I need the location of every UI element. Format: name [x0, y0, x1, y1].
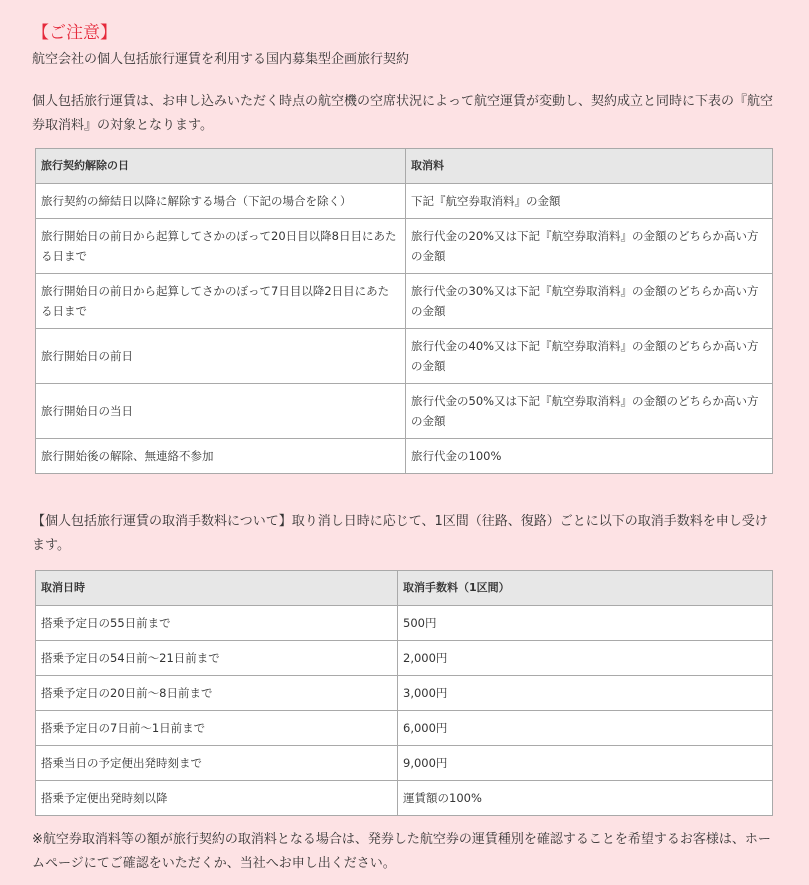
- cancel-fee-cell: 旅行代金の100%: [406, 439, 773, 474]
- fare-cancellation-fee-table: [35, 570, 773, 816]
- intro-paragraph: 個人包括旅行運賃は、お申し込みいただく時点の航空機の空席状況によって航空運賃が変動し、契約成立と同時に下表の『航空券取消料』の対象となります。: [32, 94, 774, 133]
- fee-amount-cell: 6,000円: [398, 711, 773, 746]
- table-header-row: [36, 149, 773, 184]
- cancel-fee-cell: 旅行代金の50%又は下記『航空券取消料』の金額のどちらか高い方の金額: [406, 384, 773, 439]
- table-row: [36, 641, 773, 676]
- table-row: [36, 711, 773, 746]
- notice-title: 【ご注意】: [32, 23, 117, 43]
- cancel-fee-cell: 旅行代金の40%又は下記『航空券取消料』の金額のどちらか高い方の金額: [406, 329, 773, 384]
- fee-amount-cell: 運賃額の100%: [398, 781, 773, 816]
- table-header-row: [36, 571, 773, 606]
- cancel-time-cell: 搭乗予定日の20日前～8日前まで: [36, 676, 398, 711]
- footnote: ※航空券取消料等の額が旅行契約の取消料となる場合は、発券した航空券の運賃種別を確認することを希望するお客様は、ホームページにてご確認をいただくか、当社へお申し出ください。: [32, 832, 771, 871]
- fee-amount-cell: 500円: [398, 606, 773, 641]
- fare-cancellation-intro: 【個人包括旅行運賃の取消手数料について】取り消し日時に応じて、1区間（往路、復路）ごとに以下の取消手数料を申し受けます。: [32, 514, 768, 553]
- cancel-fee-cell: 下記『航空券取消料』の金額: [406, 184, 773, 219]
- cancel-date-cell: 旅行契約の締結日以降に解除する場合（下記の場合を除く）: [36, 184, 406, 219]
- cancel-time-cell: 搭乗予定日の7日前～1日前まで: [36, 711, 398, 746]
- notice-subtitle: 航空会社の個人包括旅行運賃を利用する国内募集型企画旅行契約: [32, 52, 410, 67]
- table-row: [36, 274, 773, 329]
- column-header-cancel-fee: 取消料: [406, 149, 773, 184]
- table-row: [36, 606, 773, 641]
- cancel-date-cell: 旅行開始日の前日: [36, 329, 406, 384]
- cancel-date-cell: 旅行開始日の前日から起算してさかのぼって20日目以降8日目にあたる日まで: [36, 219, 406, 274]
- fee-amount-cell: 2,000円: [398, 641, 773, 676]
- table-row: [36, 329, 773, 384]
- table-row: [36, 184, 773, 219]
- fee-amount-cell: 3,000円: [398, 676, 773, 711]
- column-header-fee-per-segment: 取消手数料（1区間）: [398, 571, 773, 606]
- cancel-time-cell: 搭乗当日の予定便出発時刻まで: [36, 746, 398, 781]
- table-row: [36, 439, 773, 474]
- cancel-date-cell: 旅行開始日の前日から起算してさかのぼって7日目以降2日目にあたる日まで: [36, 274, 406, 329]
- cancellation-fee-table: [35, 148, 773, 474]
- fee-amount-cell: 9,000円: [398, 746, 773, 781]
- table-row: [36, 384, 773, 439]
- cancel-time-cell: 搭乗予定日の54日前～21日前まで: [36, 641, 398, 676]
- cancel-time-cell: 搭乗予定日の55日前まで: [36, 606, 398, 641]
- table-row: [36, 219, 773, 274]
- cancel-time-cell: 搭乗予定便出発時刻以降: [36, 781, 398, 816]
- column-header-cancel-date: 旅行契約解除の日: [36, 149, 406, 184]
- cancel-date-cell: 旅行開始後の解除、無連絡不参加: [36, 439, 406, 474]
- cancel-fee-cell: 旅行代金の20%又は下記『航空券取消料』の金額のどちらか高い方の金額: [406, 219, 773, 274]
- table-row: [36, 676, 773, 711]
- table-row: [36, 781, 773, 816]
- column-header-cancel-time: 取消日時: [36, 571, 398, 606]
- cancel-date-cell: 旅行開始日の当日: [36, 384, 406, 439]
- table-row: [36, 746, 773, 781]
- cancel-fee-cell: 旅行代金の30%又は下記『航空券取消料』の金額のどちらか高い方の金額: [406, 274, 773, 329]
